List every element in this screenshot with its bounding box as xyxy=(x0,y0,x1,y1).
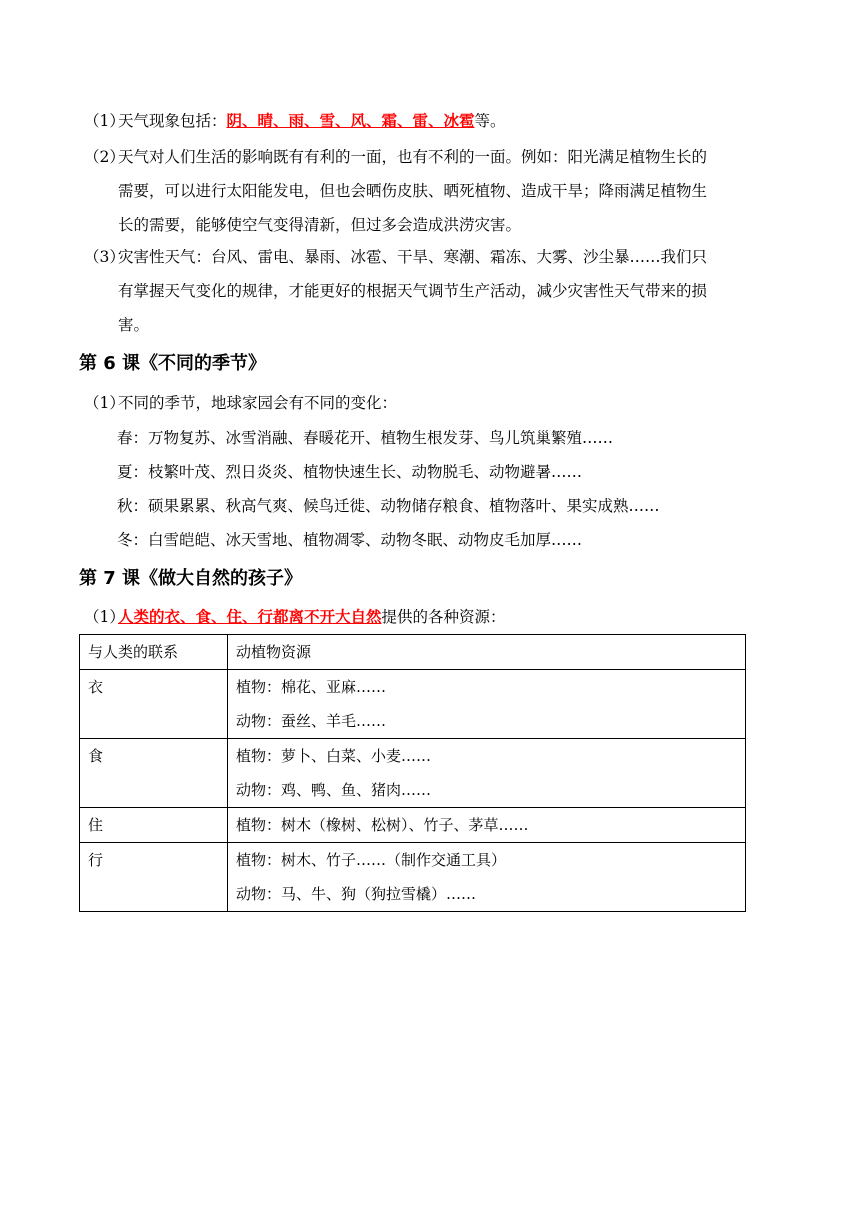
table-row xyxy=(80,808,746,843)
resource-line: 动物：马、牛、狗（狗拉雪橇）…… xyxy=(236,885,477,903)
lesson-7-title: 第 7 课《做大自然的孩子》 xyxy=(79,568,303,589)
weather-item-1 xyxy=(84,104,784,138)
item-text: 天气现象包括： xyxy=(118,112,227,130)
item-text: 需要，可以进行太阳能发电，但也会晒伤皮肤、晒死植物、造成干旱；降雨满足植物生 xyxy=(118,182,708,200)
item-text: 提供的各种资源： xyxy=(381,608,506,626)
item-text: 长的需要，能够使空气变得清新，但过多会造成洪涝灾害。 xyxy=(118,216,522,234)
resource-cell xyxy=(228,670,746,739)
item-text: 有掌握天气变化的规律，才能更好的根据天气调节生产活动，减少灾害性天气带来的损 xyxy=(118,282,708,300)
table-row xyxy=(80,670,746,739)
highlighted-text: 阴、晴、雨、雪、风、霜、雷、冰雹 xyxy=(226,111,475,130)
resource-line: 植物：树木、竹子……（制作交通工具） xyxy=(236,851,507,869)
season-summer: 夏：枝繁叶茂、烈日炎炎、植物快速生长、动物脱毛、动物避暑…… xyxy=(117,463,583,481)
resource-line: 动物：鸡、鸭、鱼、猪肉…… xyxy=(236,781,432,799)
table-row xyxy=(80,739,746,808)
item-number: （2） xyxy=(84,148,125,166)
category-cell: 衣 xyxy=(80,670,228,739)
item-text: 不同的季节，地球家园会有不同的变化： xyxy=(118,394,398,412)
item-number: （1） xyxy=(84,394,125,412)
lesson-7-intro xyxy=(84,600,784,634)
resource-table xyxy=(79,634,746,912)
resource-line: 动物：蚕丝、羊毛…… xyxy=(236,712,387,730)
resource-cell xyxy=(228,739,746,808)
resource-cell xyxy=(228,808,746,843)
table-header-cell: 与人类的联系 xyxy=(80,635,228,670)
item-number: （1） xyxy=(84,112,125,130)
season-spring: 春：万物复苏、冰雪消融、春暖花开、植物生根发芽、鸟儿筑巢繁殖…… xyxy=(117,429,614,447)
lesson-6-intro xyxy=(84,386,784,420)
resource-line: 植物：树木（橡树、松树）、竹子、茅草…… xyxy=(236,816,529,834)
table-header-row xyxy=(80,635,746,670)
resource-cell xyxy=(228,843,746,912)
lesson-6-title: 第 6 课《不同的季节》 xyxy=(79,353,267,374)
table-row xyxy=(80,843,746,912)
item-number: （1） xyxy=(84,608,125,626)
category-cell: 食 xyxy=(80,739,228,808)
table-header-cell: 动植物资源 xyxy=(228,635,746,670)
resource-line: 植物：萝卜、白菜、小麦…… xyxy=(236,747,432,765)
weather-item-2 xyxy=(84,140,784,242)
item-text: 灾害性天气：台风、雷电、暴雨、冰雹、干旱、寒潮、霜冻、大雾、沙尘暴……我们只 xyxy=(118,248,708,266)
category-cell: 住 xyxy=(80,808,228,843)
season-autumn: 秋：硕果累累、秋高气爽、候鸟迁徙、动物储存粮食、植物落叶、果实成熟…… xyxy=(117,497,660,515)
weather-item-3 xyxy=(84,240,784,342)
item-text: 等。 xyxy=(474,112,506,130)
highlighted-text: 人类的衣、食、住、行都离不开大自然 xyxy=(118,607,382,626)
item-text: 害。 xyxy=(118,316,150,334)
item-text: 天气对人们生活的影响既有有利的一面，也有不利的一面。例如：阳光满足植物生长的 xyxy=(118,148,708,166)
category-cell: 行 xyxy=(80,843,228,912)
season-winter: 冬：白雪皑皑、冰天雪地、植物凋零、动物冬眠、动物皮毛加厚…… xyxy=(117,531,583,549)
item-number: （3） xyxy=(84,248,125,266)
resource-line: 植物：棉花、亚麻…… xyxy=(236,678,387,696)
